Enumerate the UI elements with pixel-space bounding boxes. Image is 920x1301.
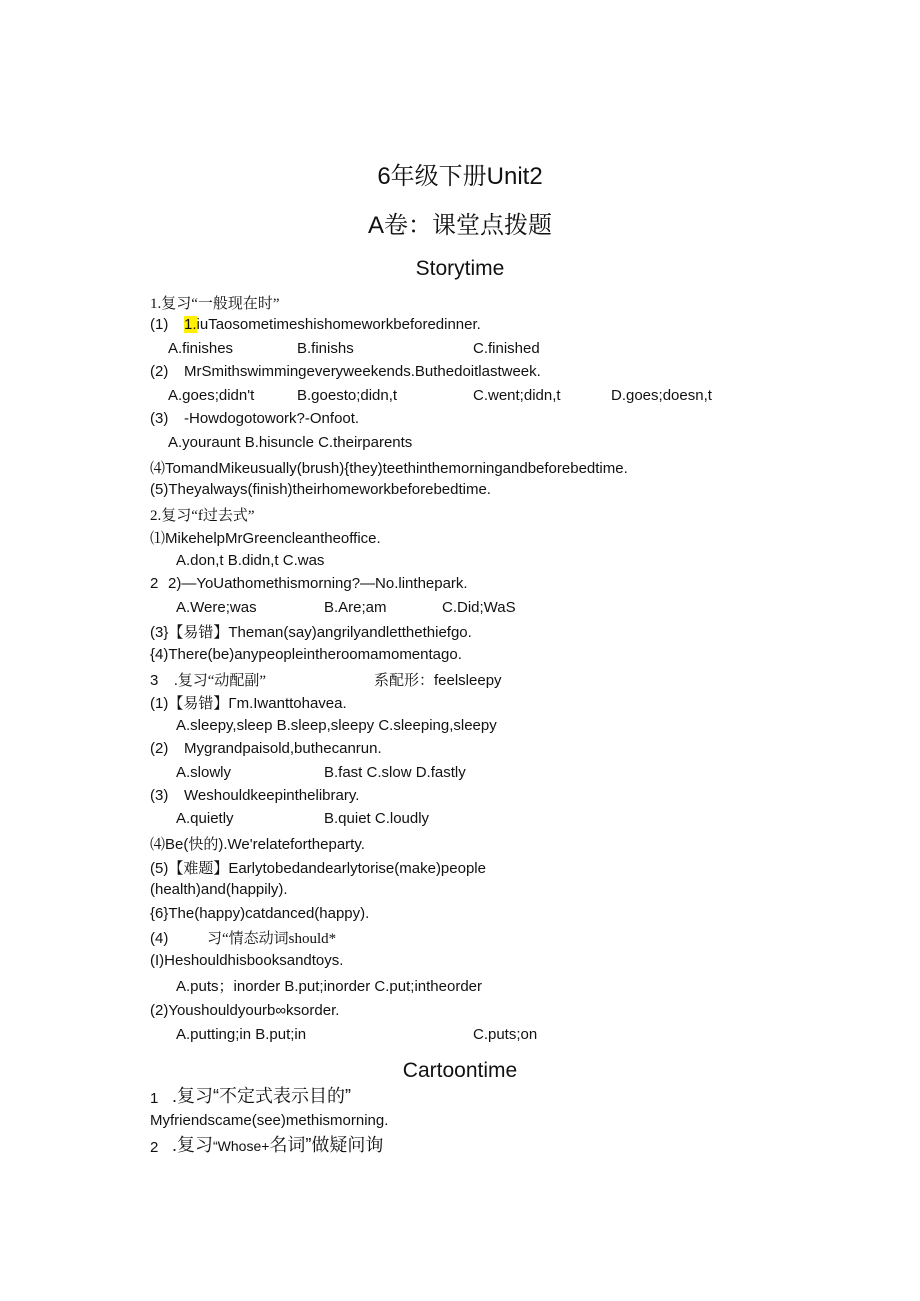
s3-q2-number: (2) xyxy=(150,740,169,757)
page-title: 6年级下册Unit2 xyxy=(377,163,543,190)
s3-q2-text: Mygrandpaisold,buthecanrun. xyxy=(184,740,382,757)
s3-q2-option-a: A.slowly xyxy=(176,764,232,781)
s3-q1: (1)【易错】Γm.Iwanttohavea. xyxy=(150,695,347,712)
section-heading-storytime: Storytime xyxy=(415,257,505,280)
s1-q3-number: (3) xyxy=(150,410,169,427)
s3-q6: {6}The(happy)catdanced(happy). xyxy=(150,905,370,922)
s2-q4: {4)There(be)anypeopleintheroomamomentago. xyxy=(150,646,462,663)
s3-q5-line1: (5)【难题】Earlytobedandearlytorise(make)people xyxy=(150,860,486,877)
c2-number: 2 xyxy=(150,1139,159,1156)
s4-heading-number: (4) xyxy=(150,930,169,947)
s1-heading: 1.复习“一般现在时” xyxy=(150,296,280,312)
s3-heading: .复习“动配副” xyxy=(174,673,267,689)
highlight-mark: 1. xyxy=(184,316,197,333)
s2-q1-options: A.don,t B.didn,t C.was xyxy=(176,552,325,569)
s4-q1-options: A.puts；inorder B.put;inorder C.put;intheorder xyxy=(176,978,482,995)
s1-q1-option-b: B.finishs xyxy=(297,340,354,357)
c1-heading: .复习“不定式表示目的” xyxy=(172,1086,351,1106)
section-heading-cartoontime: Cartoontime xyxy=(402,1059,518,1082)
s2-heading: 2.复习“f过去式” xyxy=(150,508,255,524)
c1-question: Myfriendscame(see)methismorning. xyxy=(150,1112,389,1129)
s4-q1: (I)Heshouldhisbooksandtoys. xyxy=(150,952,344,969)
s1-q2-option-c: C.went;didn,t xyxy=(473,387,561,404)
c1-number: 1 xyxy=(150,1090,159,1107)
s4-heading: 习“情态动词should* xyxy=(207,931,337,947)
s2-q2-option-c: C.Did;WaS xyxy=(442,599,516,616)
s3-q1-options: A.sleepy,sleep B.sleep,sleepy C.sleeping,sleepy xyxy=(176,717,497,734)
s2-q2-text: 2)—YoUathomethismorning?—No.linthepark. xyxy=(168,575,468,592)
s1-q2-number: (2) xyxy=(150,363,169,380)
s3-heading-note: 系配形：feelsleepy xyxy=(374,672,502,689)
s1-q2-option-a: A.goes;didn't xyxy=(168,387,255,404)
s1-q5: (5)Theyalways(finish)theirhomeworkbeforebedtime. xyxy=(150,481,491,498)
s2-q2-option-a: A.Were;was xyxy=(176,599,257,616)
s3-q2-options-bcd: B.fast C.slow D.fastly xyxy=(324,764,466,781)
page-subtitle: A卷：课堂点拨题 xyxy=(367,212,552,239)
c2-heading xyxy=(172,1136,383,1155)
s3-heading-number: 3 xyxy=(150,672,159,689)
s1-q1-rest: iuTaosometimeshishomeworkbeforedinner. xyxy=(196,316,481,333)
s2-q1: ⑴MikehelpMrGreencleantheoffice. xyxy=(150,530,381,547)
s3-q3-option-a: A.quietly xyxy=(176,810,234,827)
s2-q3: (3}【易错】Theman(say)angrilyandletthethiefgo. xyxy=(150,624,472,641)
s3-q5-line2: (health)and(happily). xyxy=(150,881,288,898)
s1-q2-option-d: D.goes;doesn,t xyxy=(611,387,712,404)
s1-q1-text xyxy=(184,316,481,334)
s1-q1-option-a: A.finishes xyxy=(168,340,234,357)
s4-q2-options-ab: A.putting;in B.put;in xyxy=(176,1026,307,1043)
s2-q2-option-b: B.Are;am xyxy=(324,599,387,616)
s1-q2-option-b: B.goesto;didn,t xyxy=(297,387,398,404)
c2-heading-part2: “Whose+ xyxy=(213,1138,270,1154)
s1-q1-option-c: C.finished xyxy=(473,340,540,357)
s1-q3-text: -Howdogotowork?-Onfoot. xyxy=(184,410,360,427)
s3-q3-options-bc: B.quiet C.loudly xyxy=(324,810,430,827)
c2-heading-part3: 名词”做疑问询 xyxy=(269,1135,384,1155)
s1-q3-options: A.youraunt B.hisuncle C.theirparents xyxy=(168,434,413,451)
c2-heading-part1: .复习 xyxy=(172,1135,214,1155)
s4-q2-option-c: C.puts;on xyxy=(473,1026,538,1043)
s3-q3-text: Weshouldkeepinthelibrary. xyxy=(184,787,360,804)
s1-q2-text: MrSmithswimmingeveryweekends.Buthedoitlastweek. xyxy=(184,363,541,380)
s2-q2-number: 2 xyxy=(150,575,159,592)
s3-q3-number: (3) xyxy=(150,787,169,804)
s1-q4: ⑷TomandMikeusually(brush){they)teethinthemorningandbeforebedtime. xyxy=(150,460,628,477)
s3-q4: ⑷Be(快的).We'relatefortheparty. xyxy=(150,836,365,853)
s4-q2: (2)Youshouldyourb∞ksorder. xyxy=(150,1002,340,1019)
s1-q1-number: (1) xyxy=(150,316,169,333)
